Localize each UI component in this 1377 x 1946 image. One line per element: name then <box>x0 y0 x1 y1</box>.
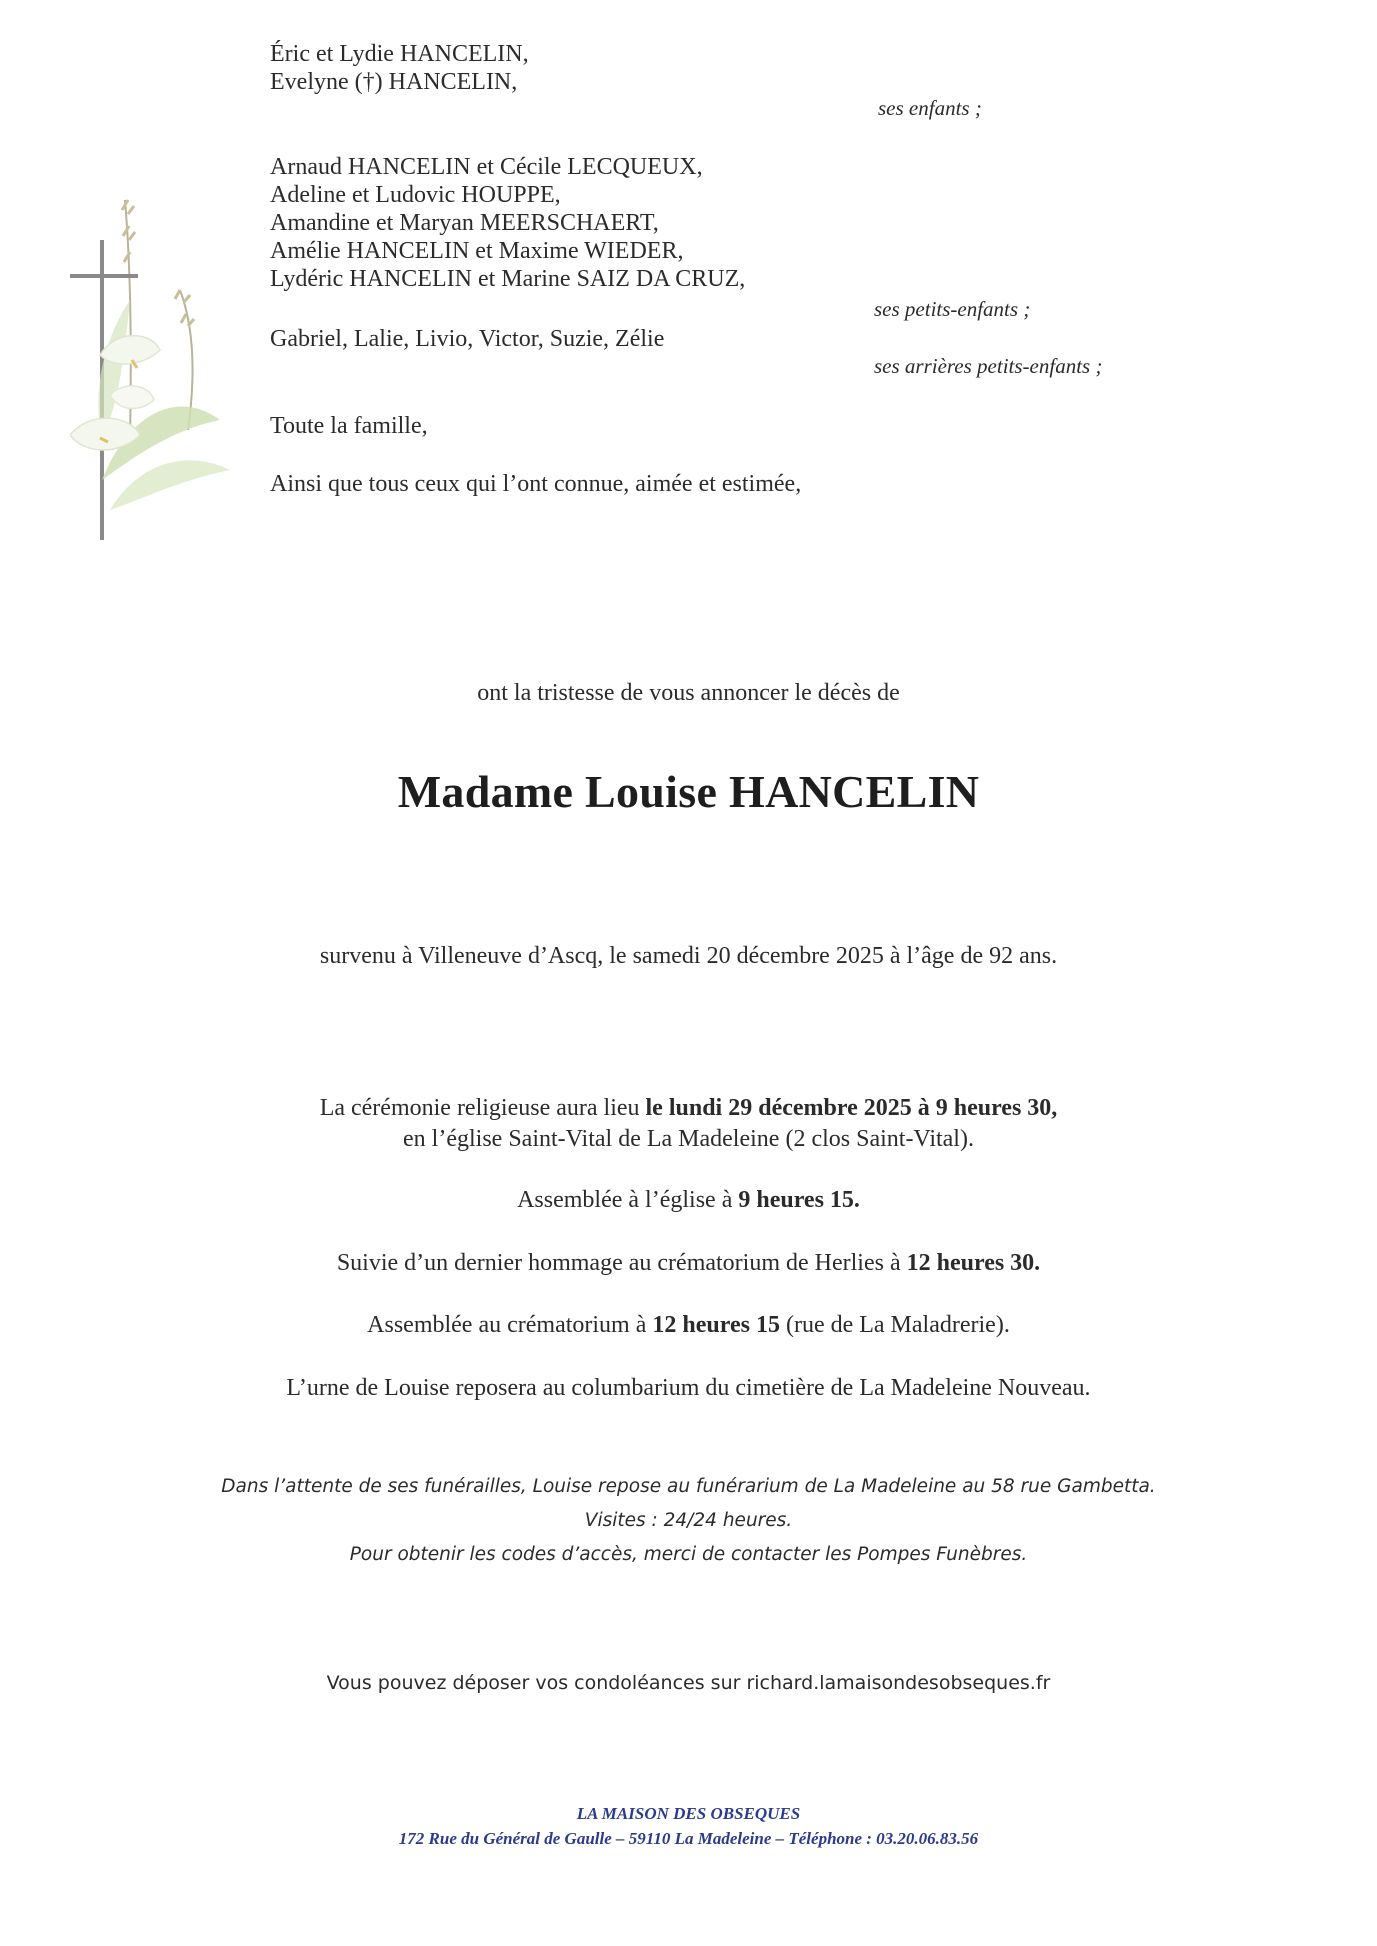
family-line: Éric et Lydie HANCELIN, <box>270 41 529 67</box>
church-assembly <box>0 1187 1377 1214</box>
grandchildren-role: ses petits-enfants ; <box>874 297 1031 321</box>
family-line: Evelyne (†) HANCELIN, <box>270 69 518 95</box>
funerarium-codes: Pour obtenir les codes d’accès, merci de contacter les Pompes Funèbres. <box>349 1544 1028 1565</box>
urn-line: L’urne de Louise reposera au columbarium du cimetière de La Madeleine Nouveau. <box>286 1375 1091 1401</box>
footer-address: 172 Rue du Général de Gaulle – 59110 La Madeleine – Téléphone : 03.20.06.83.56 <box>398 1829 979 1848</box>
crem-assembly-time: 12 heures 15 <box>652 1312 780 1338</box>
family-line: Lydéric HANCELIN et Marine SAIZ DA CRUZ, <box>270 266 746 292</box>
funerarium-line: Dans l’attente de ses funérailles, Louise repose au funérarium de La Madeleine au 58 rue Gambetta. <box>221 1476 1156 1497</box>
crematorium-assembly <box>0 1312 1377 1339</box>
church-line: en l’église Saint-Vital de La Madeleine (2 clos Saint-Vital). <box>403 1126 974 1152</box>
cross-lily-decoration <box>70 180 250 550</box>
whole-family: Toute la famille, <box>270 413 428 439</box>
children-role: ses enfants ; <box>878 96 982 120</box>
family-line: Adeline et Ludovic HOUPPE, <box>270 182 561 208</box>
assembly-text: Assemblée à l’église à <box>517 1187 739 1213</box>
ceremony-text: La cérémonie religieuse aura lieu <box>319 1095 646 1121</box>
ceremony-date: le lundi 29 décembre 2025 à 9 heures 30, <box>645 1095 1058 1121</box>
tribute-time: 12 heures 30. <box>906 1250 1041 1276</box>
great-grandchildren: Gabriel, Lalie, Livio, Victor, Suzie, Zélie <box>270 326 665 352</box>
footer-company: LA MAISON DES OBSEQUES <box>576 1804 801 1823</box>
family-line: Amélie HANCELIN et Maxime WIEDER, <box>270 238 684 264</box>
family-line: Arnaud HANCELIN et Cécile LECQUEUX, <box>270 154 703 180</box>
crem-assembly-text: Assemblée au crématorium à <box>367 1312 653 1338</box>
assembly-time: 9 heures 15. <box>738 1187 860 1213</box>
deceased-name: Madame Louise HANCELIN <box>397 766 980 817</box>
funerarium-block <box>0 1470 1377 1572</box>
family-line: Amandine et Maryan MEERSCHAERT, <box>270 210 659 236</box>
others-line: Ainsi que tous ceux qui l’ont connue, aimée et estimée, <box>270 471 802 497</box>
condolences-line: Vous pouvez déposer vos condoléances sur richard.lamaisondesobseques.fr <box>326 1672 1051 1694</box>
grandchildren-block <box>270 153 745 293</box>
death-details: survenu à Villeneuve d’Ascq, le samedi 20 décembre 2025 à l’âge de 92 ans. <box>319 943 1058 969</box>
crem-assembly-suffix: (rue de La Maladrerie). <box>779 1312 1010 1338</box>
great-grandchildren-role: ses arrières petits-enfants ; <box>874 354 1103 378</box>
tribute-text: Suivie d’un dernier hommage au crématorium de Herlies à <box>336 1250 907 1276</box>
announcement: ont la tristesse de vous annoncer le décès de <box>477 680 900 706</box>
tribute-line <box>0 1250 1377 1277</box>
funerarium-visits: Visites : 24/24 heures. <box>584 1510 793 1531</box>
ceremony-line <box>0 1095 1377 1122</box>
children-block <box>270 40 529 96</box>
